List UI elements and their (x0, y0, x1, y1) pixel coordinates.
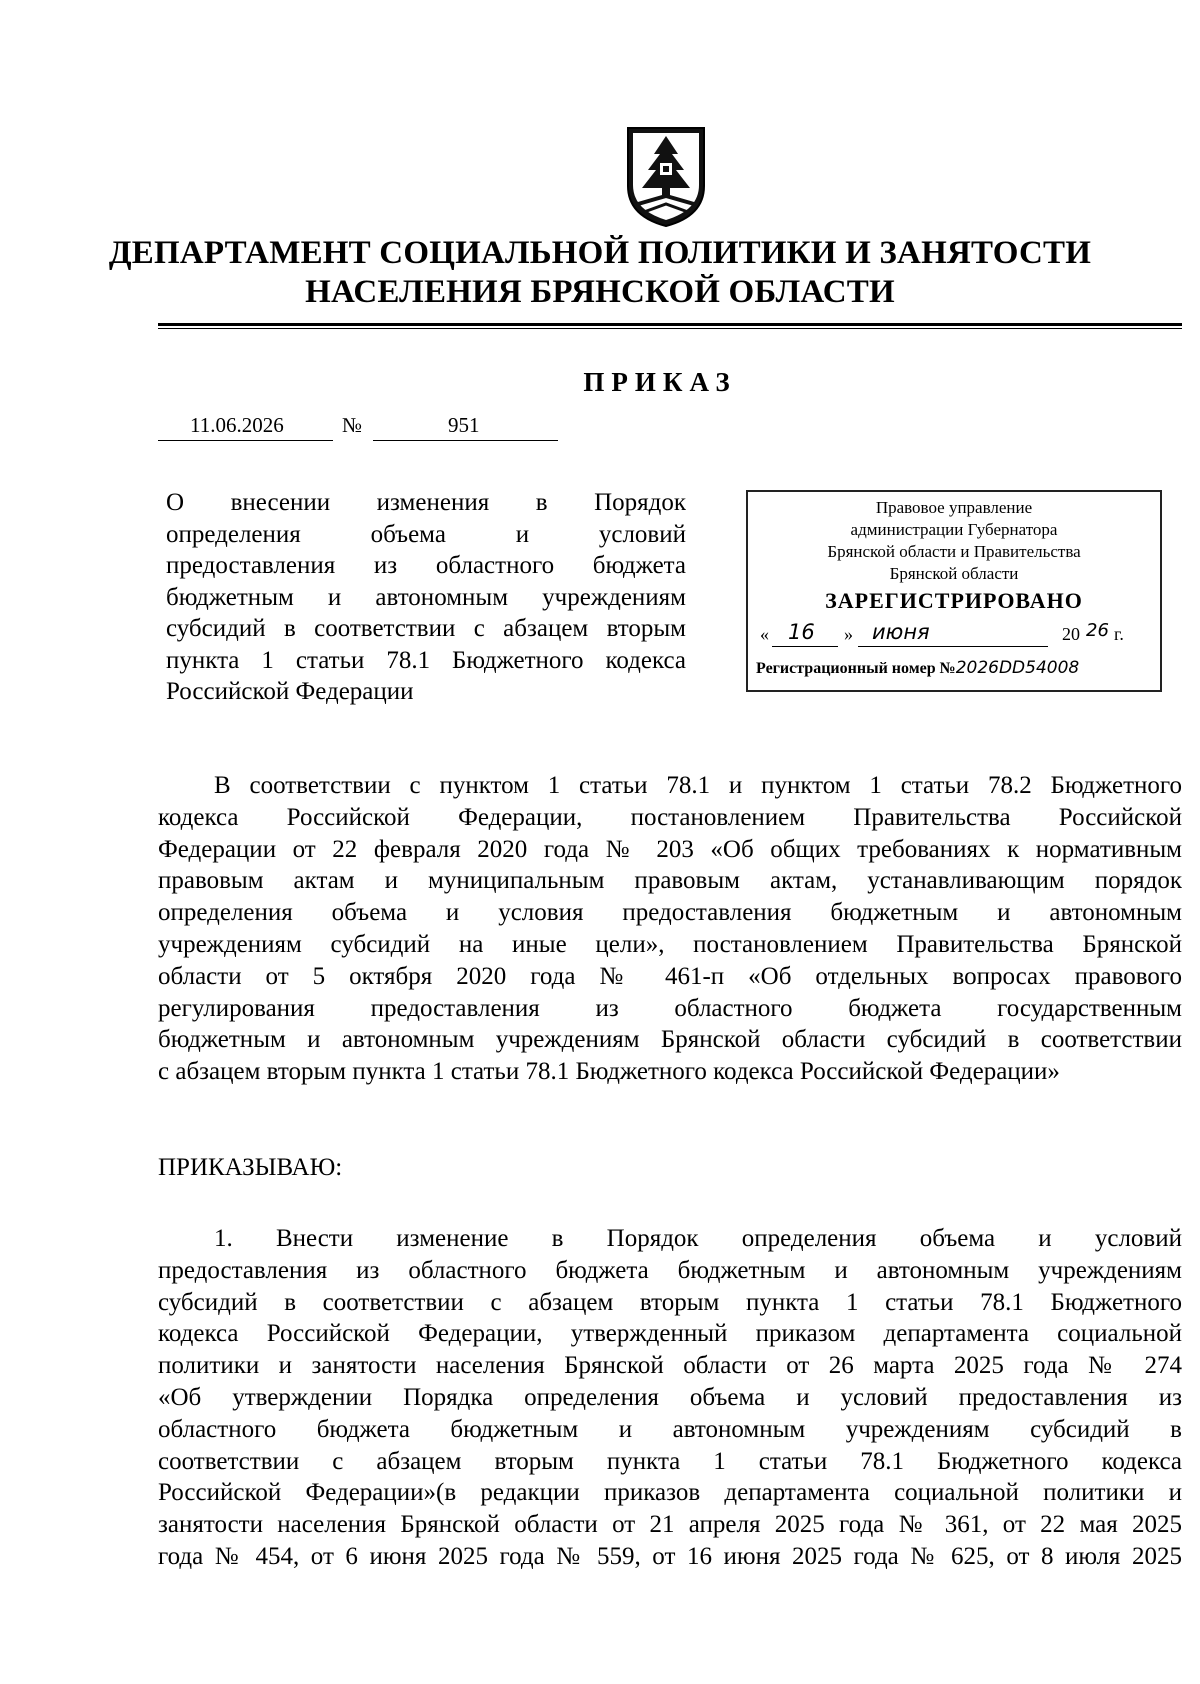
subject-line: пункта 1 статьи 78.1 Бюджетного кодекса (166, 646, 686, 674)
subject-line: О внесении изменения в Порядок (166, 489, 686, 516)
paragraph-line: соответствии с абзацем вторым пункта 1 статьи 78.1 Бюджетного кодекса (158, 1447, 1182, 1475)
date-underline (158, 440, 333, 441)
document-number-label: № (342, 413, 363, 437)
document-title: ПРИКАЗ (583, 367, 737, 397)
stamp-registration-line (756, 658, 1160, 678)
stamp-month-underline (858, 646, 1048, 647)
paragraph-line: года № 454, от 6 июня 2025 года № 559, от 16 июня 2025 года № 625, от 8 июля 2025 (158, 1542, 1182, 1570)
stamp-date-line (756, 620, 1156, 652)
stamp-year-prefix: 20 (1062, 624, 1080, 644)
paragraph-line: Российской Федерации»(в редакции приказов департамента социальной политики и (158, 1479, 1182, 1507)
stamp-day: 16 (788, 620, 815, 644)
stamp-day-underline (772, 646, 838, 647)
stamp-line-1: Правовое управление (875, 498, 1033, 517)
subject-line: Российской Федерации (166, 678, 414, 705)
document-subject (166, 487, 686, 708)
orders-heading: ПРИКАЗЫВАЮ: (158, 1154, 343, 1181)
stamp-close-quote: » (844, 624, 853, 644)
paragraph-line: определения объема и условия предоставления бюджетным и автономным (158, 899, 1182, 927)
paragraph-line: субсидий в соответствии с абзацем вторым пункта 1 статьи 78.1 Бюджетного (158, 1288, 1182, 1316)
subject-line: субсидий в соответствии с абзацем вторым (166, 615, 686, 642)
organization-name-line-1: ДЕПАРТАМЕНТ СОЦИАЛЬНОЙ ПОЛИТИКИ И ЗАНЯТОСТИ (108, 235, 1092, 271)
stamp-line-4: Брянской области (889, 564, 1019, 583)
stamp-status: ЗАРЕГИСТРИРОВАНО (825, 588, 1083, 613)
header-divider-thin (158, 328, 1182, 329)
paragraph-line: предоставления из областного бюджета бюджетным и автономным учреждениям (158, 1256, 1182, 1284)
subject-line: бюджетным и автономным учреждениям (166, 583, 686, 611)
document-date: 11.06.2026 (190, 413, 284, 437)
paragraph-line: В соответствии с пунктом 1 статьи 78.1 и пунктом 1 статьи 78.2 Бюджетного (214, 772, 1182, 799)
subject-line: предоставления из областного бюджета (166, 552, 686, 579)
paragraph-line: «Об утверждении Порядка определения объема и условий предоставления из (158, 1383, 1182, 1411)
document-date-number-line (158, 413, 558, 443)
subject-line: определения объема и условий (166, 520, 686, 548)
preamble-paragraph (158, 770, 1182, 1088)
paragraph-line: учреждениям субсидий на иные цели», постановлением Правительства Брянской (158, 930, 1182, 958)
paragraph-line: занятости населения Брянской области от 21 апреля 2025 года № 361, от 22 мая 2025 (158, 1511, 1182, 1539)
item-1-paragraph (158, 1223, 1182, 1573)
paragraph-line: Федерации от 22 февраля 2020 года № 203 «Об общих требованиях к нормативным (158, 835, 1182, 863)
coat-of-arms-emblem (624, 124, 708, 228)
paragraph-line: с абзацем вторым пункта 1 статьи 78.1 Бюджетного кодекса Российской Федерации» (158, 1058, 1060, 1086)
stamp-line-3: Брянской области и Правительства (827, 542, 1081, 561)
paragraph-line: правовым актам и муниципальным правовым актам, устанавливающим порядок (158, 867, 1182, 895)
registration-stamp (746, 490, 1162, 692)
stamp-registration-label: Регистрационный номер № (756, 660, 956, 677)
stamp-open-quote: « (760, 624, 769, 644)
paragraph-line: кодекса Российской Федерации, утвержденный приказом департамента социальной (158, 1320, 1182, 1348)
paragraph-line: кодекса Российской Федерации, постановлением Правительства Российской (158, 803, 1182, 831)
paragraph-line: регулирования предоставления из областного бюджета государственным (158, 994, 1182, 1022)
header-divider-thick (158, 323, 1182, 326)
paragraph-line: области от 5 октября 2020 года № 461-п «Об отдельных вопросах правового (158, 962, 1182, 990)
stamp-year-suffix: г. (1114, 624, 1124, 644)
paragraph-line: политики и занятости населения Брянской области от 26 марта 2025 года № 274 (158, 1352, 1182, 1380)
stamp-month: июня (872, 620, 930, 644)
organization-name-line-2: НАСЕЛЕНИЯ БРЯНСКОЙ ОБЛАСТИ (305, 274, 895, 310)
stamp-line-2: администрации Губернатора (850, 520, 1058, 539)
paragraph-line: областного бюджета бюджетным и автономным учреждениям субсидий в (158, 1415, 1182, 1443)
paragraph-line: бюджетным и автономным учреждениям Брянской области субсидий в соответствии (158, 1026, 1182, 1054)
number-underline (373, 440, 558, 441)
stamp-registration-number: 2026DD54008 (955, 658, 1080, 678)
paragraph-line: 1. Внести изменение в Порядок определения объема и условий (214, 1225, 1182, 1252)
stamp-year: 26 (1086, 620, 1109, 641)
document-number: 951 (448, 413, 480, 437)
